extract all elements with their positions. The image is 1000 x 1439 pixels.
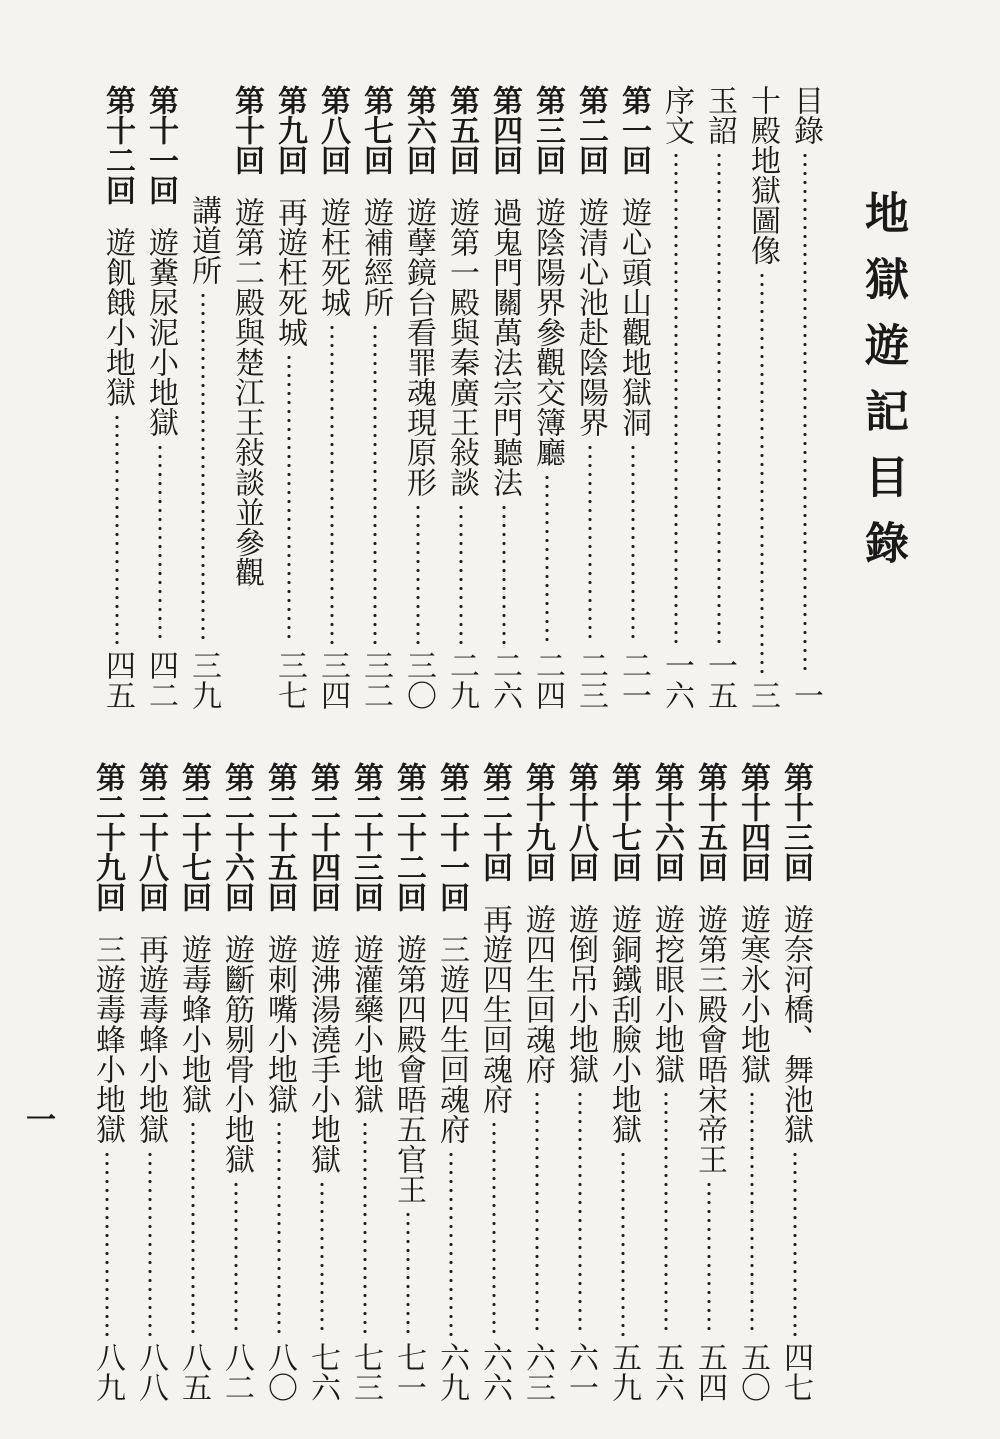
page-ref: 一六 — [659, 650, 694, 710]
toc-entry — [441, 85, 481, 710]
chapter-number: 第五回 — [444, 85, 479, 175]
page-ref: 二四 — [530, 650, 565, 710]
dot-leader — [742, 271, 782, 674]
page-ref: 六三 — [520, 1342, 555, 1402]
chapter-number: 第十八回 — [563, 762, 598, 882]
dot-leader — [527, 473, 567, 644]
chapter-number: 第十四回 — [735, 762, 770, 882]
page-ref: 一五 — [702, 650, 737, 710]
chapter-number: 第二十一回 — [434, 762, 469, 912]
entry-title: 遊倒吊小地獄 — [563, 904, 598, 1084]
entry-title: 遊第一殿與秦廣王敍談 — [444, 197, 479, 497]
dot-leader — [216, 1180, 256, 1336]
toc-entry — [484, 85, 524, 710]
chapter-number: 第十一回 — [143, 85, 178, 205]
toc-entry — [689, 762, 729, 1402]
page-ref: 七一 — [391, 1342, 426, 1402]
chapter-number: 第四回 — [487, 85, 522, 175]
toc-entry — [97, 85, 137, 710]
dot-leader — [97, 413, 137, 644]
chapter-number: 第二十五回 — [262, 762, 297, 912]
page-ref: 四七 — [778, 1342, 813, 1402]
chapter-number: 第十三回 — [778, 762, 813, 882]
page-ref: 八〇 — [262, 1342, 297, 1402]
entry-title: 遊飢餓小地獄 — [100, 227, 135, 407]
chapter-number: 第十回 — [229, 85, 264, 175]
dot-leader — [398, 503, 438, 644]
entry-title: 遊第四殿會晤五官王 — [391, 934, 426, 1204]
entry-title: 遊銅鐵刮臉小地獄 — [606, 904, 641, 1144]
dot-leader — [613, 443, 653, 644]
toc-entry — [140, 85, 180, 710]
dot-leader — [474, 1120, 514, 1336]
dot-leader — [345, 1120, 385, 1336]
dot-leader — [259, 1120, 299, 1336]
chapter-number: 第八回 — [315, 85, 350, 175]
toc-entry — [398, 85, 438, 710]
dot-leader — [775, 1150, 815, 1336]
page-ref: 八五 — [176, 1342, 211, 1402]
page-ref: 三九 — [186, 650, 221, 710]
chapter-number: 第三回 — [530, 85, 565, 175]
book-title: 地獄遊記目錄 — [857, 190, 908, 586]
page-ref: 六九 — [434, 1342, 469, 1402]
toc-entry — [517, 762, 557, 1402]
page-ref: 七六 — [305, 1342, 340, 1402]
toc-entry — [259, 762, 299, 1402]
dot-leader — [689, 1180, 729, 1336]
page-ref: 五六 — [649, 1342, 684, 1402]
toc-entry — [345, 762, 385, 1402]
toc-entry — [613, 85, 653, 710]
dot-leader — [302, 1180, 342, 1336]
chapter-number: 第十二回 — [100, 85, 135, 205]
chapter-number: 第二回 — [573, 85, 608, 175]
page-ref: 八二 — [219, 1342, 254, 1402]
toc-entry — [87, 762, 127, 1402]
page-ref: 三二 — [358, 650, 393, 710]
page-ref: 二六 — [487, 650, 522, 710]
toc-entry — [560, 762, 600, 1402]
toc-entry — [656, 85, 696, 710]
page-ref: 一 — [788, 680, 823, 710]
dot-leader — [560, 1090, 600, 1336]
toc-entry — [603, 762, 643, 1402]
entry-title: 遊清心池赴陰陽界 — [573, 197, 608, 437]
chapter-number: 第一回 — [616, 85, 651, 175]
entry-title: 十殿地獄圖像 — [745, 85, 780, 265]
toc-entry — [785, 85, 825, 710]
entry-title: 再遊四生回魂府 — [477, 904, 512, 1114]
dot-leader — [312, 323, 352, 644]
dot-leader — [646, 1090, 686, 1336]
dot-leader — [355, 323, 395, 644]
toc-entry — [570, 85, 610, 710]
entry-title: 遊斷筋剔骨小地獄 — [219, 934, 254, 1174]
page-ref: 八八 — [133, 1342, 168, 1402]
page-ref: 二一 — [616, 650, 651, 710]
chapter-number: 第二十九回 — [90, 762, 125, 912]
chapter-number: 第七回 — [358, 85, 393, 175]
toc-entry — [183, 85, 223, 710]
chapter-number: 第二十七回 — [176, 762, 211, 912]
entry-title: 遊四生回魂府 — [520, 904, 555, 1084]
toc-entry — [646, 762, 686, 1402]
dot-leader — [140, 443, 180, 644]
entry-title: 再遊毒蜂小地獄 — [133, 934, 168, 1144]
chapter-number: 第十六回 — [649, 762, 684, 882]
entry-title: 遊心頭山觀地獄洞 — [616, 197, 651, 437]
toc-entry — [775, 762, 815, 1402]
dot-leader — [785, 151, 825, 674]
toc-entry — [388, 762, 428, 1402]
page-ref: 四二 — [143, 650, 178, 710]
page-ref: 三七 — [272, 650, 307, 710]
chapter-number: 第二十四回 — [305, 762, 340, 912]
entry-title: 遊第三殿會晤宋帝王 — [692, 904, 727, 1174]
chapter-number: 第九回 — [272, 85, 307, 175]
dot-leader — [441, 503, 481, 644]
chapter-number: 第六回 — [401, 85, 436, 175]
chapter-number: 第二十八回 — [133, 762, 168, 912]
entry-title: 再遊枉死城 — [272, 197, 307, 347]
dot-leader — [173, 1120, 213, 1336]
dot-leader — [388, 1210, 428, 1336]
entry-title: 遊陰陽界參觀交簿廳 — [530, 197, 565, 467]
chapter-number: 第二十回 — [477, 762, 512, 882]
dot-leader — [183, 291, 223, 644]
entry-title: 遊寒氷小地獄 — [735, 904, 770, 1084]
dot-leader — [732, 1090, 772, 1336]
page-ref: 八九 — [90, 1342, 125, 1402]
dot-leader — [603, 1150, 643, 1336]
page-ref: 七三 — [348, 1342, 383, 1402]
toc-entry — [216, 762, 256, 1402]
page-ref: 四五 — [100, 650, 135, 710]
entry-title: 序文 — [659, 85, 694, 145]
toc-entry — [431, 762, 471, 1402]
toc-entry — [732, 762, 772, 1402]
entry-title: 遊沸湯澆手小地獄 — [305, 934, 340, 1174]
entry-title: 遊挖眼小地獄 — [649, 904, 684, 1084]
toc-entry — [699, 85, 739, 710]
page-ref: 六一 — [563, 1342, 598, 1402]
dot-leader — [570, 443, 610, 644]
page-ref: 六六 — [477, 1342, 512, 1402]
entry-title: 遊毒蜂小地獄 — [176, 934, 211, 1114]
toc-entry — [312, 85, 352, 710]
dot-leader — [87, 1150, 127, 1336]
entry-title: 三遊四生回魂府 — [434, 934, 469, 1144]
entry-title: 遊灌藥小地獄 — [348, 934, 383, 1114]
entry-title: 遊第二殿與楚江王敍談並參觀 — [229, 197, 264, 587]
dot-leader — [517, 1090, 557, 1336]
entry-title: 目錄 — [788, 85, 823, 145]
dot-leader — [269, 353, 309, 644]
chapter-number: 第十五回 — [692, 762, 727, 882]
entry-title: 遊刺嘴小地獄 — [262, 934, 297, 1114]
page-ref: 五九 — [606, 1342, 641, 1402]
toc-entry — [226, 85, 266, 710]
dot-leader — [699, 151, 739, 644]
chapter-number: 第二十二回 — [391, 762, 426, 912]
chapter-number: 第十七回 — [606, 762, 641, 882]
chapter-number: 第二十三回 — [348, 762, 383, 912]
page-ref: 三四 — [315, 650, 350, 710]
chapter-number: 第二十六回 — [219, 762, 254, 912]
page-number: 一 — [26, 1103, 56, 1138]
dot-leader — [484, 503, 524, 644]
entry-title: 玉詔 — [702, 85, 737, 145]
entry-title: 遊孽鏡台看罪魂現原形 — [401, 197, 436, 497]
dot-leader — [130, 1150, 170, 1336]
toc-entry — [173, 762, 213, 1402]
page-ref: 五四 — [692, 1342, 727, 1402]
page-ref: 二三 — [573, 650, 608, 710]
page-ref: 三 — [745, 680, 780, 710]
dot-leader — [656, 151, 696, 644]
entry-title: 過鬼門關萬法宗門聽法 — [487, 197, 522, 497]
toc-entry — [742, 85, 782, 710]
dot-leader — [431, 1150, 471, 1336]
entry-title: 遊補經所 — [358, 197, 393, 317]
toc-entry — [474, 762, 514, 1402]
entry-title: 講道所 — [186, 195, 221, 285]
toc-entry — [527, 85, 567, 710]
toc-entry — [355, 85, 395, 710]
page-ref: 三〇 — [401, 650, 436, 710]
entry-title: 三遊毒蜂小地獄 — [90, 934, 125, 1144]
entry-title: 遊枉死城 — [315, 197, 350, 317]
page-ref: 五〇 — [735, 1342, 770, 1402]
page-ref: 二九 — [444, 650, 479, 710]
entry-title: 遊糞尿泥小地獄 — [143, 227, 178, 437]
entry-title: 遊奈河橋、舞池獄 — [778, 904, 813, 1144]
toc-entry — [130, 762, 170, 1402]
toc-entry — [269, 85, 309, 710]
chapter-number: 第十九回 — [520, 762, 555, 882]
toc-entry — [302, 762, 342, 1402]
